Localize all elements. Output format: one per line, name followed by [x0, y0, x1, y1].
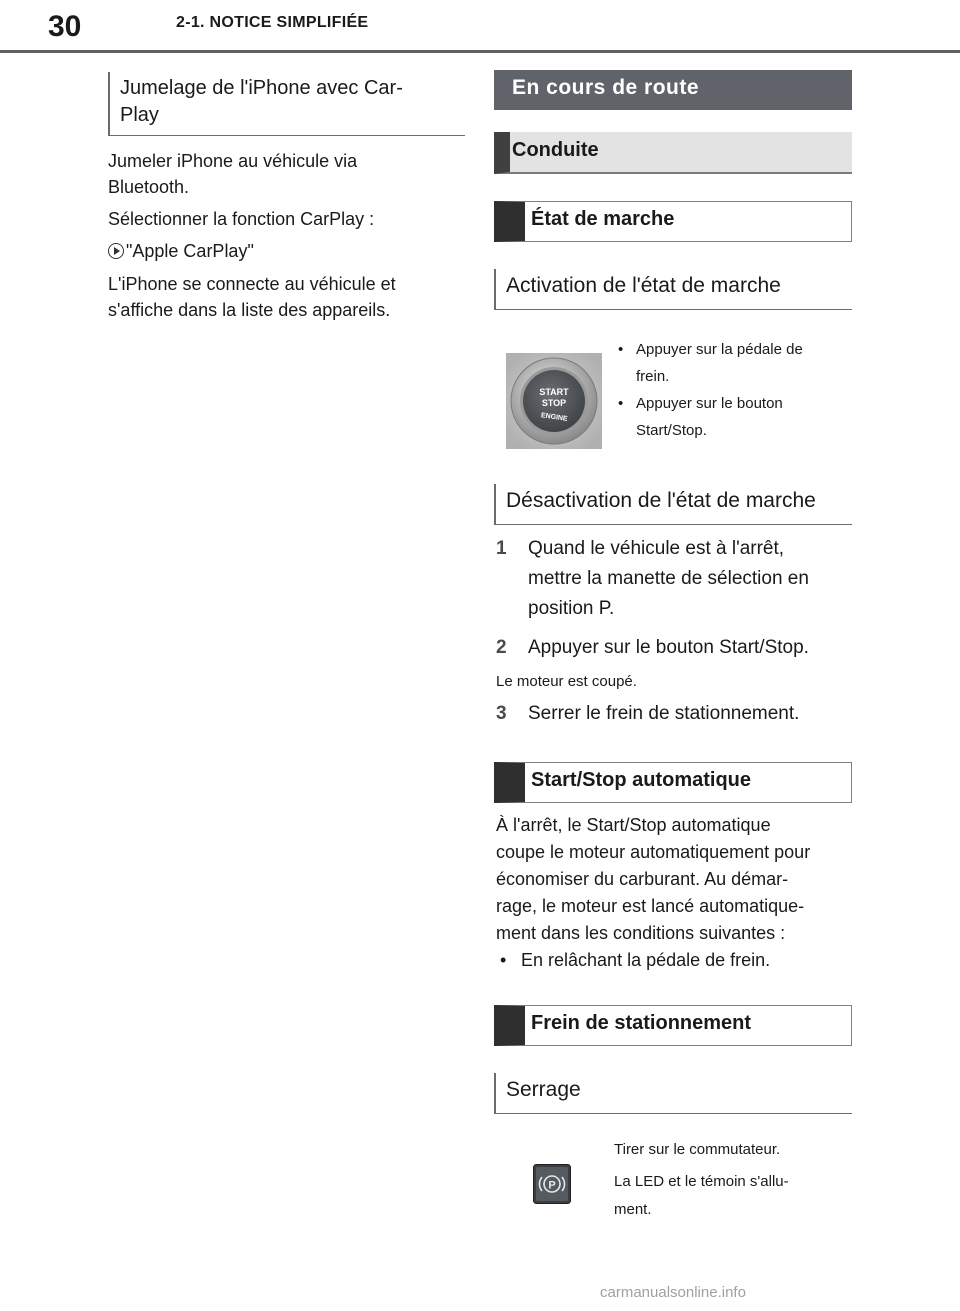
list-item-continuation: Start/Stop.	[636, 422, 707, 439]
paragraph-line: coupe le moteur automatiquement pour	[496, 842, 811, 862]
connection-text-line: L'iPhone se connecte au véhicule et	[108, 274, 396, 294]
start-label: START	[539, 387, 569, 397]
connection-paragraph	[108, 271, 396, 323]
step-text-line: position P.	[528, 598, 615, 619]
page-number: 30	[48, 10, 82, 43]
desactivation-heading: Désactivation de l'état de marche	[494, 484, 852, 525]
section-title-carplay: Jumelage de l'iPhone avec Car- Play	[108, 72, 465, 136]
engine-off-note: Le moteur est coupé.	[496, 673, 637, 690]
stop-label: STOP	[541, 398, 567, 408]
engine-label: ENGINE	[540, 412, 568, 423]
menu-arrow-icon	[108, 243, 124, 259]
paragraph-line: ment dans les conditions suivantes :	[496, 923, 786, 943]
list-item: • Appuyer sur la pédale de	[618, 341, 803, 358]
paragraph-line: À l'arrêt, le Start/Stop automatique	[496, 815, 771, 835]
start-stop-icon	[506, 353, 602, 449]
serrage-line: La LED et le témoin s'allu-	[614, 1173, 789, 1190]
serrage-line: Tirer sur le commutateur.	[614, 1141, 781, 1158]
paragraph-line: rage, le moteur est lancé automatique-	[496, 896, 805, 916]
watermark: carmanualsonline.info	[600, 1284, 746, 1301]
header-divider	[0, 50, 960, 53]
section-heading-etat: État de marche	[494, 201, 852, 242]
paragraph-line: économiser du carburant. Au démar-	[496, 869, 789, 889]
menu-item-label: "Apple CarPlay"	[126, 241, 254, 261]
start-stop-button-image	[506, 353, 602, 449]
step-number: 3	[496, 703, 507, 724]
select-carplay-text: Sélectionner la fonction CarPlay :	[108, 209, 375, 229]
step-number: 2	[496, 637, 507, 658]
activation-bullets	[618, 336, 848, 444]
serrage-heading: Serrage	[494, 1073, 852, 1114]
step-text-line: Quand le véhicule est à l'arrêt,	[528, 538, 785, 559]
step-number: 1	[496, 538, 507, 559]
parking-brake-icon	[533, 1164, 571, 1204]
list-item: • En relâchant la pédale de frein.	[500, 950, 771, 970]
startstop-paragraph	[496, 812, 852, 974]
svg-text:P: P	[548, 1179, 556, 1192]
menu-path	[108, 238, 254, 264]
sub-heading: Conduite	[494, 132, 852, 174]
chapter-title: 2-1. NOTICE SIMPLIFIÉE	[176, 14, 369, 31]
step-text-line: Serrer le frein de stationnement.	[528, 703, 800, 724]
pairing-text-line: Bluetooth.	[108, 177, 190, 197]
main-heading: En cours de route	[494, 70, 852, 110]
step-2	[496, 633, 846, 663]
serrage-text	[614, 1136, 854, 1224]
step-text-line: mettre la manette de sélection en	[528, 568, 809, 589]
list-item-continuation: frein.	[636, 368, 670, 385]
step-1	[496, 534, 846, 624]
pairing-text-line: Jumeler iPhone au véhicule via	[108, 151, 358, 171]
pairing-paragraph	[108, 148, 357, 200]
connection-text-line: s'affiche dans la liste des appareils.	[108, 300, 391, 320]
step-text-line: Appuyer sur le bouton Start/Stop.	[528, 637, 809, 658]
section-heading-frein: Frein de stationnement	[494, 1005, 852, 1046]
section-heading-startstop: Start/Stop automatique	[494, 762, 852, 803]
step-3	[496, 699, 846, 729]
activation-heading: Activation de l'état de marche	[494, 269, 852, 310]
serrage-line: ment.	[614, 1201, 652, 1218]
parking-brake-switch-image	[533, 1164, 571, 1204]
list-item: • Appuyer sur le bouton	[618, 395, 783, 412]
